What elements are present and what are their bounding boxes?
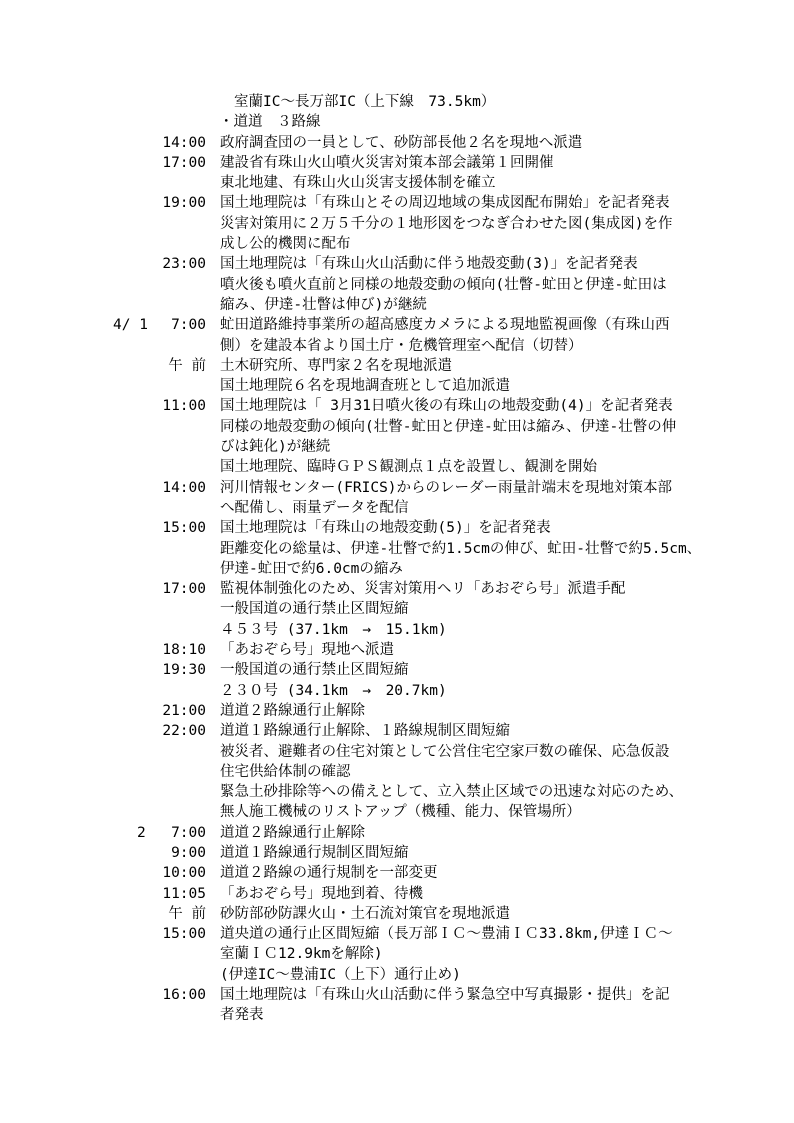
entry-time: 16:00	[162, 987, 206, 1004]
entry-text: 国土地理院、臨時ＧＰＳ観測点１点を設置し、観測を開始	[220, 459, 597, 476]
entry-time: 14:00	[162, 134, 206, 151]
timeline-entry-line	[0, 315, 794, 335]
timeline-entry-line	[0, 539, 794, 559]
timeline-entry-line	[0, 173, 794, 193]
entry-text: 道道２路線通行止解除	[220, 824, 365, 841]
entry-text: 国土地理院は「有珠山火山活動に伴う地殻変動(3)」を記者発表	[220, 256, 638, 273]
entry-text: (伊達IC～豊浦IC（上下）通行止め)	[220, 966, 461, 983]
entry-text: 国土地理院は「 3月31日噴火後の有珠山の地殻変動(4)」を記者発表	[220, 398, 673, 415]
entry-text: ・道道 ３路線	[219, 114, 321, 131]
entry-time: 14:00	[162, 479, 206, 496]
entry-time: 9:00	[171, 844, 206, 861]
entry-text: 緊急土砂排除等への備えとして、立入禁止区域での迅速な対応のため、	[220, 784, 684, 801]
entry-text: 同様の地殻変動の傾向(壮瞥-虻田と伊達-虻田は縮み、伊達-壮瞥の伸	[220, 418, 677, 435]
timeline-entry-line	[0, 579, 794, 599]
entry-text: 距離変化の総量は、伊達-壮瞥で約1.5cmの伸び、虻田-壮瞥で約5.5cm、	[220, 540, 702, 557]
timeline-entry-line	[0, 336, 794, 356]
entry-text: 河川情報センター(FRICS)からのレーダー雨量計端末を現地対策本部	[220, 479, 673, 496]
entry-time: 19:30	[162, 662, 206, 679]
timeline-entry-line	[0, 782, 794, 802]
entry-time: 19:00	[162, 195, 206, 212]
entry-text: 道央道の通行止区間短縮（長万部ＩＣ～豊浦ＩＣ33.8km,伊達ＩＣ～	[220, 926, 673, 943]
timeline-entry-line	[0, 498, 794, 518]
entry-text: 被災者、避難者の住宅対策として公営住宅空家戸数の確保、応急仮設	[220, 743, 670, 760]
timeline-entry-line	[0, 153, 794, 173]
timeline-entry-line	[0, 823, 794, 843]
entry-text: ４５３号 (37.1km → 15.1km)	[220, 621, 447, 638]
entry-text: ２３０号 (34.1km → 20.7km)	[220, 682, 447, 699]
timeline-entry-line	[0, 863, 794, 883]
timeline-entry-line	[0, 478, 794, 498]
timeline-entry-line	[0, 843, 794, 863]
entry-time: 15:00	[162, 520, 206, 537]
entry-text: 監視体制強化のため、災害対策用ヘリ「あおぞら号」派遣手配	[220, 581, 626, 598]
timeline-entry-line	[0, 681, 794, 701]
entry-text: 住宅供給体制の確認	[220, 763, 351, 780]
entry-text: びは鈍化)が継続	[220, 439, 331, 456]
entry-time: 7:00	[171, 824, 206, 841]
entry-text: 砂防部砂防課火山・土石流対策官を現地派遣	[220, 905, 510, 922]
chronology-document	[0, 92, 794, 1026]
timeline-entry-line	[0, 295, 794, 315]
entry-text: 道道２路線通行止解除	[220, 702, 365, 719]
entry-date: 2	[137, 824, 146, 841]
entry-time: 11:05	[162, 885, 206, 902]
timeline-entry-line	[0, 1005, 794, 1025]
timeline-entry-line	[0, 417, 794, 437]
entry-time: 午 前	[168, 357, 206, 374]
entry-text: 土木研究所、専門家２名を現地派遣	[220, 357, 452, 374]
timeline-entry-line	[0, 193, 794, 213]
timeline-entry-line	[0, 701, 794, 721]
timeline-entry-line	[0, 802, 794, 822]
entry-text: 道道２路線の通行規制を一部変更	[220, 865, 438, 882]
entry-text: 国土地理院は「有珠山とその周辺地域の集成図配布開始」を記者発表	[220, 195, 670, 212]
timeline-entry-line	[0, 924, 794, 944]
entry-text: 無人施工機械のリストアップ（機種、能力、保管場所）	[220, 804, 581, 821]
entry-text: 縮み、伊達-壮瞥は伸び)が継続	[220, 296, 427, 313]
entry-text: 成し公的機関に配布	[220, 236, 351, 253]
timeline-entry-line	[0, 660, 794, 680]
entry-text: 道道１路線通行止解除、１路線規制区間短縮	[220, 723, 510, 740]
timeline-entry-line	[0, 234, 794, 254]
entry-time: 午 前	[168, 905, 206, 922]
entry-time: 23:00	[162, 256, 206, 273]
entry-time: 7:00	[171, 317, 206, 334]
timeline-entry-line	[0, 112, 794, 132]
timeline-entry-line	[0, 133, 794, 153]
timeline-entry-line	[0, 356, 794, 376]
entry-date: 4/ 1	[113, 317, 148, 334]
entry-text: へ配備し、雨量データを配信	[220, 499, 409, 516]
entry-time: 17:00	[162, 154, 206, 171]
entry-time: 17:00	[162, 581, 206, 598]
timeline-entry-line	[0, 985, 794, 1005]
entry-text: 国土地理院６名を現地調査班として追加派遣	[220, 378, 510, 395]
timeline-entry-line	[0, 620, 794, 640]
timeline-entry-line	[0, 518, 794, 538]
timeline-entry-line	[0, 762, 794, 782]
timeline-entry-line	[0, 437, 794, 457]
entry-text: 国土地理院は「有珠山火山活動に伴う緊急空中写真撮影・提供」を記	[220, 987, 670, 1004]
timeline-entry-line	[0, 721, 794, 741]
timeline-entry-line	[0, 254, 794, 274]
timeline-entry-line	[0, 275, 794, 295]
entry-time: 11:00	[162, 398, 206, 415]
timeline-entry-line	[0, 742, 794, 762]
entry-time: 18:10	[162, 642, 206, 659]
entry-text: 国土地理院は「有珠山の地殻変動(5)」を記者発表	[220, 520, 551, 537]
entry-time: 21:00	[162, 702, 206, 719]
entry-text: 伊達-虻田で約6.0cmの縮み	[220, 560, 403, 577]
entry-text: 者発表	[220, 1007, 264, 1024]
entry-text: 「あおぞら号」現地へ派遣	[220, 642, 394, 659]
entry-text: 室蘭ＩＣ12.9kmを解除)	[220, 946, 383, 963]
entry-text: 「あおぞら号」現地到着、待機	[220, 885, 423, 902]
timeline-entry-line	[0, 92, 794, 112]
entry-time: 15:00	[162, 926, 206, 943]
entry-text: 建設省有珠山火山噴火災害対策本部会議第１回開催	[220, 154, 554, 171]
entry-text: 東北地建、有珠山火山災害支援体制を確立	[220, 175, 496, 192]
entry-text: 一般国道の通行禁止区間短縮	[220, 601, 409, 618]
entry-text: 道道１路線通行規制区間短縮	[220, 844, 409, 861]
timeline-entry-line	[0, 904, 794, 924]
timeline-entry-line	[0, 376, 794, 396]
timeline-entry-line	[0, 214, 794, 234]
entry-text: 政府調査団の一員として、砂防部長他２名を現地へ派遣	[220, 134, 583, 151]
entry-text: 災害対策用に２万５千分の１地形図をつなぎ合わせた図(集成図)を作	[220, 215, 673, 232]
timeline-entry-line	[0, 599, 794, 619]
timeline-entry-line	[0, 396, 794, 416]
entry-text: 側）を建設本省より国土庁・危機管理室へ配信（切替）	[220, 337, 583, 354]
timeline-entry-line	[0, 944, 794, 964]
entry-text: 一般国道の通行禁止区間短縮	[220, 662, 409, 679]
entry-time: 10:00	[162, 865, 206, 882]
timeline-entry-line	[0, 457, 794, 477]
entry-text: 室蘭IC～長万部IC（上下線 73.5km）	[234, 94, 496, 110]
timeline-entry-line	[0, 640, 794, 660]
entry-time: 22:00	[162, 723, 206, 740]
entry-text: 虻田道路維持事業所の超高感度カメラによる現地監視画像（有珠山西	[220, 317, 670, 334]
timeline-entry-line	[0, 965, 794, 985]
entry-text: 噴火後も噴火直前と同様の地殻変動の傾向(壮瞥-虻田と伊達-虻田は	[220, 276, 667, 293]
timeline-entry-line	[0, 884, 794, 904]
timeline-entry-line	[0, 559, 794, 579]
